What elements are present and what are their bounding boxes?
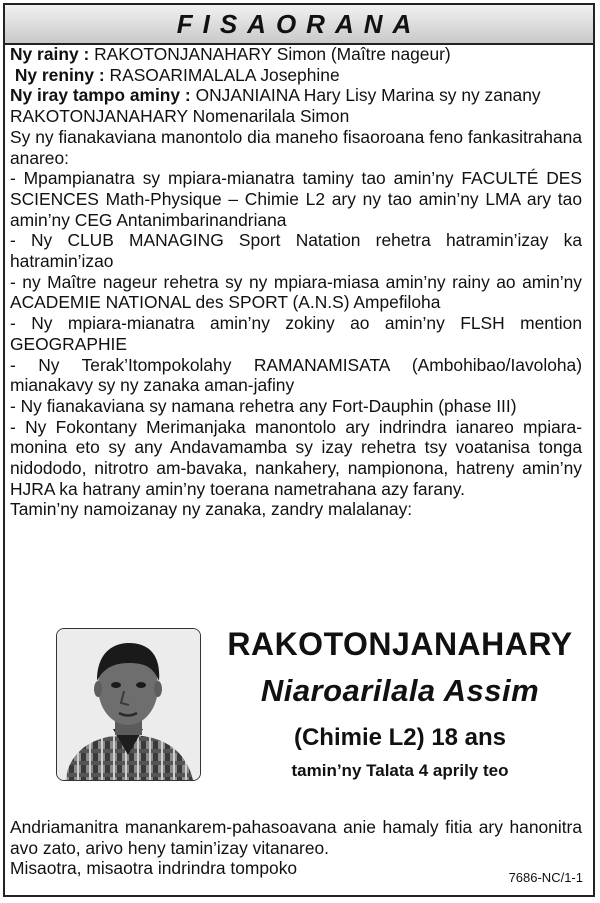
body-line: - Ny Terak’Itompokolahy RAMANAMISATA (Ambohibao/Iavoloha) [10,354,582,375]
body-line: - Ny CLUB MANAGING Sport Natation rehetra hatramin’izay ka hatramin’izao [10,230,582,272]
body-line: anareo: [10,147,69,168]
sibling-line-cont: RAKOTONJANAHARY Nomenarilala Simon [10,106,350,127]
mother-label: Ny reniny : [14,64,105,85]
father-value: RAKOTONJANAHARY Simon (Maître nageur) [89,44,451,64]
footer-line: Misaotra, misaotra indrindra tompoko [10,858,298,879]
father-label: Ny rainy : [10,44,90,64]
body-line: HJRA ka hatrany amin’ny toerana nametrahana azy farany. [10,478,465,499]
mother-value: RASOARIMALALA Josephine [104,64,340,85]
deceased-given-names: Niaroarilala Assim [260,673,540,708]
footer-line: avo zato, arivo heny tamin’izay vitanareo. [10,837,329,858]
notice-header [5,5,593,45]
sibling-label: Ny iray tampo aminy : [10,85,191,106]
deceased-death-date: tamin’ny Talata 4 aprily teo [291,761,509,780]
body-line: monina eto sy any Andavamamba sy izay rehetra tsy voatanisa tonga [10,437,582,458]
notice-footer [10,817,582,879]
body-line: - Mpampianatra sy mpiara-mianatra taminy tao amin’ny FACULTÉ DES [10,168,582,189]
body-line: - Ny Fokontany Merimanjaka manontolo ary indrindra ianareo mpiara- [10,416,582,437]
body-line: GEOGRAPHIE [10,333,127,354]
body-line: - Ny fianakaviana sy namana rehetra any Fort-Dauphin (phase III) [10,395,517,416]
body-line: mianakavy sy ny zanaka aman-jafiny [10,375,295,396]
father-line [10,44,582,65]
portrait-photo [56,628,201,781]
portrait-illustration [57,629,200,780]
body-line: amin’ny CEG Antanimbarinandriana [10,209,287,230]
body-line: nidododo, nitrotro am-bavaka, nankahery, nampionona, hatreny amin’ny [10,458,582,479]
reference-code: 7686-NC/1-1 [508,870,583,885]
body-line: Sy ny fianakaviana manontolo dia maneho fisaoroana feno fankasitrahana [10,126,582,147]
deceased-surname: RAKOTONJANAHARY [227,626,573,662]
deceased-study-age: (Chimie L2) 18 ans [293,724,507,751]
body-line: ACADEMIE NATIONAL des SPORT (A.N.S) Ampefiloha [10,292,441,313]
notice-body [10,44,582,520]
footer-line: Andriamanitra manankarem-pahasoavana anie hamaly fitia ary hanonitra [10,817,582,837]
body-line: - Ny mpiara-mianatra amin’ny zokiny ao amin’ny FLSH mention [10,313,582,334]
sibling-value: ONJANIAINA Hary Lisy Marina sy ny zanany [190,85,541,106]
sibling-line [10,85,582,106]
notice-title: FISAORANA [176,9,422,39]
body-line: Tamin’ny namoizanay ny zanaka, zandry malalanay: [10,499,413,520]
body-line: SCIENCES Math-Physique – Chimie L2 ary ny tao amin’ny LMA ary tao [10,188,582,209]
mother-line [10,65,582,86]
body-line: - ny Maître nageur rehetra sy ny mpiara-miasa amin’ny rainy ao amin’ny [10,271,582,292]
